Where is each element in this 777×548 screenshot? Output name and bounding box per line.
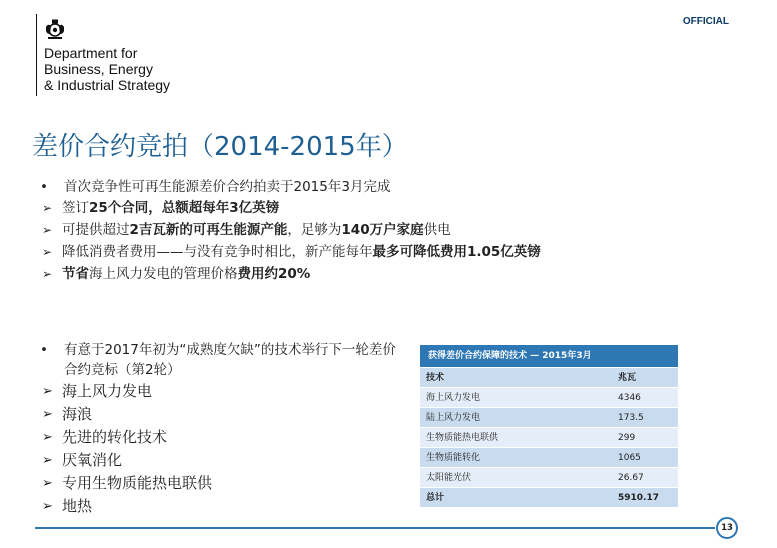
capacity-cell: 1065 [618,453,641,463]
page-number: 13 [716,517,738,539]
emphasis-text: 2吉瓦新的可再生能源产能 [129,222,288,238]
capacity-cell: 4346 [618,393,641,403]
arrow-bullet-icon: ➢ [42,499,53,514]
technology-item [42,449,405,472]
arrow-bullet-icon: ➢ [42,223,53,237]
table-row [420,427,678,447]
technology-cell: 生物质能热电联供 [426,433,499,443]
technology-cell: 海上风力发电 [426,393,481,403]
sub-item [42,197,720,219]
bullet-dot-icon: • [40,342,48,358]
capacity-cell: 299 [618,433,636,443]
arrow-bullet-icon: ➢ [42,245,53,259]
table-row [420,407,678,427]
emphasis-text: 节省 [62,266,89,282]
auction-results-section [40,177,720,285]
technology-cell: 太阳能光伏 [426,473,472,483]
technology-item-text: 专用生物质能热电联供 [62,474,213,492]
org-line-1: Department for [44,45,138,61]
next-round-section [40,340,405,518]
arrow-bullet-icon: ➢ [42,267,53,281]
org-line-2: Business, Energy [44,61,153,77]
sub-item-text: 供电 [423,222,451,238]
total-value: 5910.17 [618,493,659,503]
classification-label: OFFICIAL [682,16,729,27]
emphasis-text: 费用约20% [237,266,311,282]
technology-item-text: 海上风力发电 [62,382,153,400]
sub-item-text: 可提供超过 [62,222,130,238]
table-total-row [420,487,678,507]
technology-item [42,426,405,449]
bullet-dot-icon: • [40,179,48,195]
sub-item-text: ，足够为 [287,222,342,238]
table-row [420,387,678,407]
logo-divider [36,14,37,96]
capacity-cell: 26.67 [618,473,644,483]
bullet-text: 首次竞争性可再生能源差价合约拍卖于2015年3月完成 [64,179,391,195]
arrow-bullet-icon: ➢ [42,430,53,445]
technology-cell: 生物质能转化 [426,453,481,463]
result-list [42,197,720,285]
org-name [44,45,170,93]
emphasis-text: 25个合同，总额超每年3亿英镑 [89,200,280,216]
bullet-point [40,340,405,380]
sub-item [42,241,720,263]
technology-item-text: 地热 [62,497,93,515]
emphasis-text: 140万户家庭 [341,222,424,238]
technology-item-text: 海浪 [62,405,93,423]
arrow-bullet-icon: ➢ [42,476,53,491]
technology-cell: 陆上风力发电 [426,413,481,423]
arrow-bullet-icon: ➢ [42,453,53,468]
sub-item [42,219,720,241]
footer-rule [35,527,715,529]
arrow-bullet-icon: ➢ [42,384,53,399]
bullet-point [40,177,720,197]
arrow-bullet-icon: ➢ [42,201,53,215]
technology-item [42,495,405,518]
org-line-3: & Industrial Strategy [44,77,171,93]
technology-item [42,472,405,495]
table-body [420,387,678,487]
table-row [420,447,678,467]
arrow-bullet-icon: ➢ [42,407,53,422]
capacity-cell: 173.5 [618,413,644,423]
technology-item [42,403,405,426]
bullet-text: 有意于2017年初为“成熟度欠缺”的技术举行下一轮差价合约竞标（第2轮） [64,342,396,378]
emphasis-text: 最多可降低费用1.05亿英镑 [372,244,541,260]
table-header-row [420,367,678,387]
technology-table [420,345,678,507]
table-title: 获得差价合约保障的技术 — 2015年3月 [420,345,678,367]
total-label: 总计 [426,493,445,503]
technology-item-text: 先进的转化技术 [62,428,168,446]
royal-crest-icon [44,18,66,40]
technology-list [42,380,405,518]
slide-title: 差价合约竞拍（2014-2015年） [32,132,408,162]
technology-item [42,380,405,403]
column-header-technology: 技术 [426,373,445,383]
table-row [420,467,678,487]
column-header-mw: 兆瓦 [618,373,637,383]
sub-item-text: 降低消费者费用——与没有竞争时相比，新产能每年 [62,244,373,260]
sub-item [42,263,720,285]
sub-item-text: 海上风力发电的管理价格 [89,266,238,282]
technology-item-text: 厌氧消化 [62,451,123,469]
sub-item-text: 签订 [62,200,89,216]
